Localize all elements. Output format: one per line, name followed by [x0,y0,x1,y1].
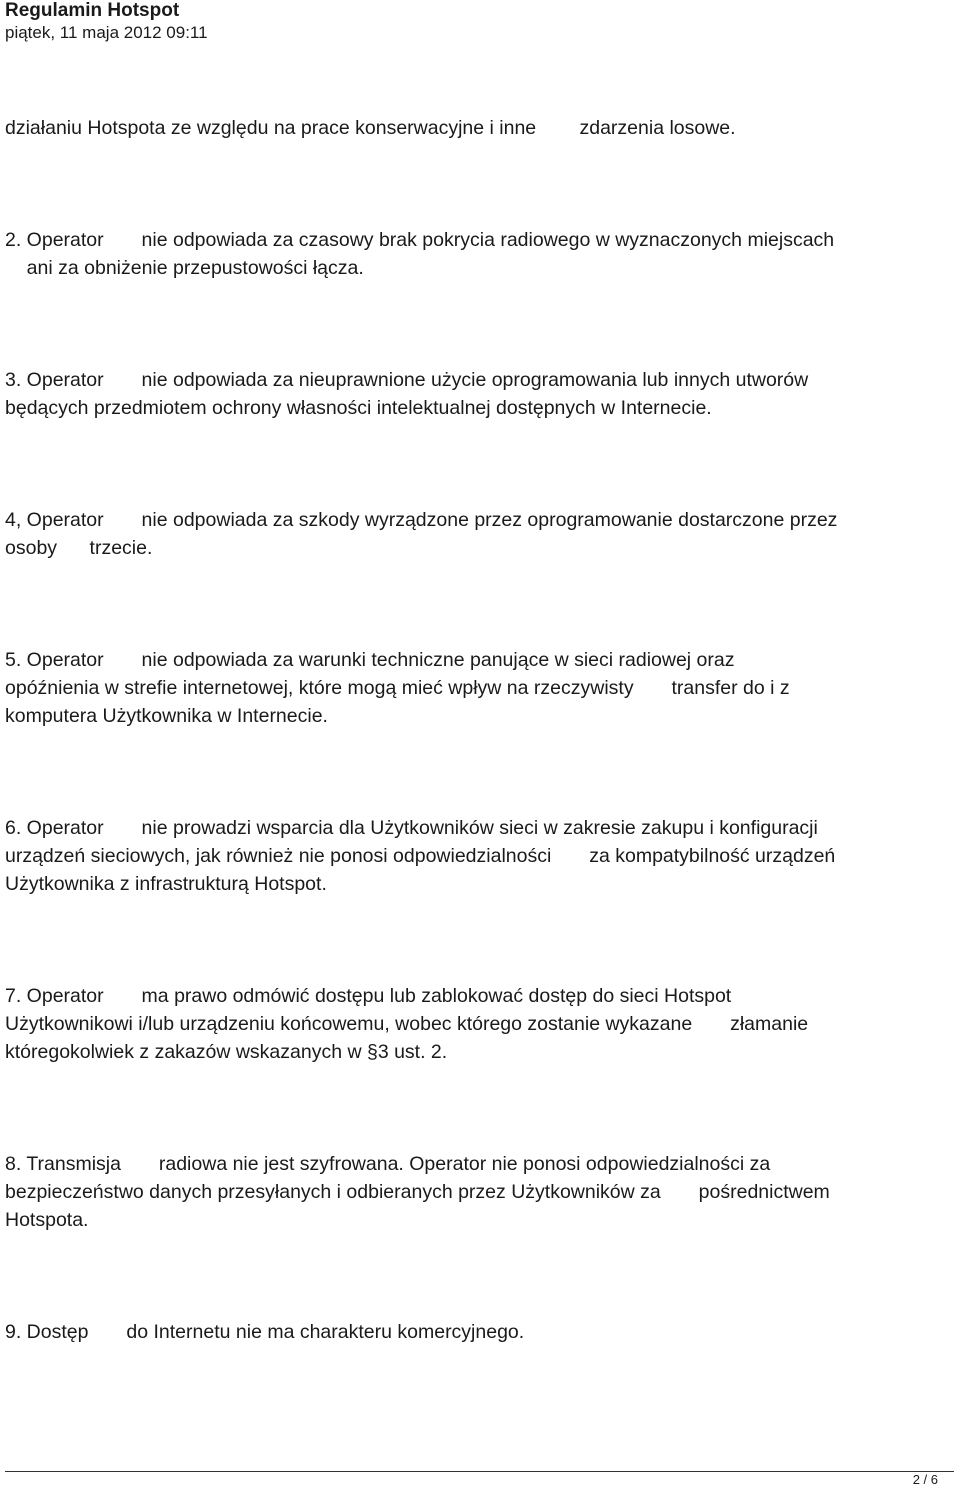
paragraph-4: 4, Operator nie odpowiada za szkody wyrządzone przez oprogramowanie dostarczone przez osoby trzecie. [5,509,838,559]
paragraph-9: 9. Dostęp do Internetu nie ma charakteru komercyjnego. [5,1321,525,1343]
paragraph-7: 7. Operator ma prawo odmówić dostępu lub zablokować dostęp do sieci Hotspot Użytkownikowi i/lub urządzeniu końcowemu, wobec którego zostanie wykazane złamanie któregokolwiek z zakazów wskazanych w §3 ust. 2. [5,985,809,1063]
paragraph-6: 6. Operator nie prowadzi wsparcia dla Użytkowników sieci w zakresie zakupu i konfiguracji urządzeń sieciowych, jak również nie ponosi odpowiedzialności za kompatybilność urządzeń Użytkownika z infrastrukturą Hotspot. [5,817,836,895]
paragraph-continuation: działaniu Hotspota ze względu na prace konserwacyjne i inne zdarzenia losowe. [5,117,736,139]
paragraph-5: 5. Operator nie odpowiada za warunki techniczne panujące w sieci radiowej oraz opóźnienia w strefie internetowej, które mogą mieć wpływ na rzeczywisty transfer do i z komputera Użytkownika w Internecie. [5,649,790,727]
footer-divider [5,1471,954,1472]
document-header [5,0,208,44]
document-date: piątek, 11 maja 2012 09:11 [5,23,208,42]
paragraph-3: 3. Operator nie odpowiada za nieuprawnione użycie oprogramowania lub innych utworów będących przedmiotem ochrony własności intelektualnej dostępnych w Internecie. [5,369,809,419]
page-number: 2 / 6 [912,1472,938,1487]
paragraph-2: 2. Operator nie odpowiada za czasowy brak pokrycia radiowego w wyznaczonych miejscach ani za obniżenie przepustowości łącza. [5,229,835,279]
paragraph-8: 8. Transmisja radiowa nie jest szyfrowana. Operator nie ponosi odpowiedzialności za bezpieczeństwo danych przesyłanych i odbieranych przez Użytkowników za pośrednictwem Hotspota. [5,1153,830,1231]
document-title: Regulamin Hotspot [5,0,180,21]
